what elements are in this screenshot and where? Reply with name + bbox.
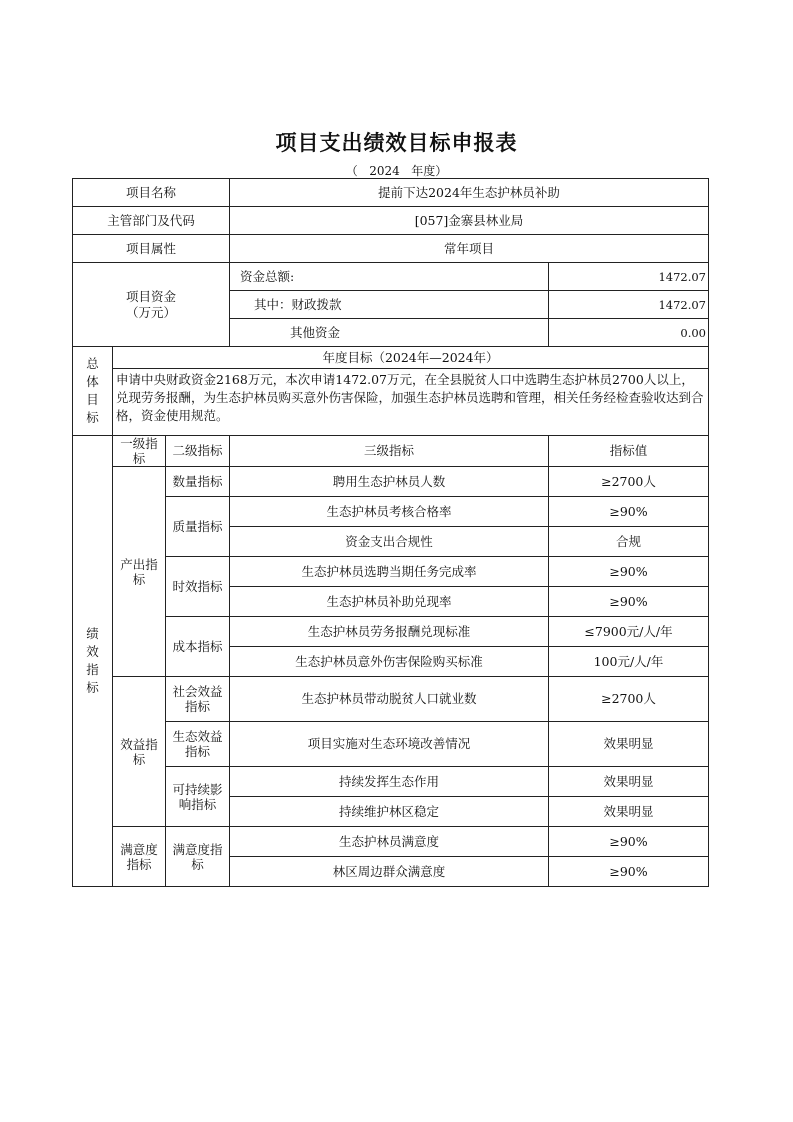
- indicator-name: 生态护林员带动脱贫人口就业数: [230, 677, 549, 722]
- indicator-name: 生态护林员满意度: [230, 827, 549, 857]
- indicator-value: 效果明显: [549, 797, 709, 827]
- funds-fiscal-label: 其中：财政拨款: [230, 291, 549, 319]
- row-attribute: [73, 235, 709, 263]
- row-goal-text: [73, 369, 709, 436]
- indicator-name: 聘用生态护林员人数: [230, 467, 549, 497]
- table-row: [73, 722, 709, 767]
- header-value: 指标值: [549, 436, 709, 467]
- funds-label: [73, 263, 230, 347]
- attribute-value: 常年项目: [230, 235, 709, 263]
- table-row: [73, 677, 709, 722]
- indicator-value: 100元/人/年: [549, 647, 709, 677]
- department-value: [057]金寨县林业局: [230, 207, 709, 235]
- project-name-value: 提前下达2024年生态护林员补助: [230, 179, 709, 207]
- year-suffix: 年度）: [411, 164, 448, 178]
- page-title: 项目支出绩效目标申报表: [275, 130, 518, 155]
- indicator-name: 持续发挥生态作用: [230, 767, 549, 797]
- benefit-indicator-label: 效益指标: [113, 677, 166, 827]
- indicator-name: 持续维护林区稳定: [230, 797, 549, 827]
- indicator-name: 项目实施对生态环境改善情况: [230, 722, 549, 767]
- performance-target-table: [72, 178, 709, 887]
- satisfaction-indicator-label: 满意度指标: [113, 827, 166, 887]
- funds-total-label: 资金总额:: [230, 263, 549, 291]
- indicator-value: ≥90%: [549, 827, 709, 857]
- indicator-value: ≥90%: [549, 587, 709, 617]
- indicator-value: ≥2700人: [549, 467, 709, 497]
- indicator-value: ≥90%: [549, 497, 709, 527]
- header-level2: 二级指标: [166, 436, 230, 467]
- table-row: [73, 617, 709, 647]
- row-department: [73, 207, 709, 235]
- year-open: （: [345, 164, 358, 178]
- funds-fiscal-value: 1472.07: [549, 291, 709, 319]
- indicator-name: 林区周边群众满意度: [230, 857, 549, 887]
- indicator-value: ≥2700人: [549, 677, 709, 722]
- quality-indicator-label: 质量指标: [166, 497, 230, 557]
- indicator-value: 合规: [549, 527, 709, 557]
- row-goal-header: [73, 347, 709, 369]
- funds-label-line2: （万元）: [125, 304, 176, 320]
- funds-total-value: 1472.07: [549, 263, 709, 291]
- social-benefit-label: 社会效益指标: [166, 677, 230, 722]
- row-funds-total: [73, 263, 709, 291]
- table-row: [73, 467, 709, 497]
- table-row: [73, 827, 709, 857]
- funds-other-label: 其他资金: [230, 319, 549, 347]
- header-level1: 一级指标: [113, 436, 166, 467]
- indicator-value: 效果明显: [549, 767, 709, 797]
- header-level3: 三级指标: [230, 436, 549, 467]
- indicator-name: 生态护林员意外伤害保险购买标准: [230, 647, 549, 677]
- ecological-benefit-label: 生态效益指标: [166, 722, 230, 767]
- table-row: [73, 557, 709, 587]
- indicator-value: ≥90%: [549, 557, 709, 587]
- indicator-name: 资金支出合规性: [230, 527, 549, 557]
- indicator-name: 生态护林员选聘当期任务完成率: [230, 557, 549, 587]
- indicator-value: 效果明显: [549, 722, 709, 767]
- project-name-label: 项目名称: [73, 179, 230, 207]
- row-project-name: [73, 179, 709, 207]
- indicators-side-label: 绩 效 指 标: [73, 436, 113, 887]
- overall-goal-side-label: 总 体 目 标: [73, 347, 113, 436]
- overall-goal-header: 年度目标（2024年—2024年）: [113, 347, 709, 369]
- indicator-name: 生态护林员考核合格率: [230, 497, 549, 527]
- funds-label-line1: 项目资金: [125, 288, 176, 304]
- timeliness-indicator-label: 时效指标: [166, 557, 230, 617]
- indicator-name: 生态护林员补助兑现率: [230, 587, 549, 617]
- satisfaction-sub-label: 满意度指标: [166, 827, 230, 887]
- indicator-name: 生态护林员劳务报酬兑现标准: [230, 617, 549, 647]
- year-value: 2024: [369, 164, 400, 178]
- sustainable-impact-label: 可持续影响指标: [166, 767, 230, 827]
- row-indicator-header: [73, 436, 709, 467]
- indicator-value: ≥90%: [549, 857, 709, 887]
- cost-indicator-label: 成本指标: [166, 617, 230, 677]
- overall-goal-text: 申请中央财政资金2168万元，本次申请1472.07万元，在全县脱贫人口中选聘生态护林员2700人以上，兑现劳务报酬，为生态护林员购买意外伤害保险，加强生态护林员选聘和管理，相关任务经检查验收达到合格，资金使用规范。: [113, 369, 709, 436]
- table-row: [73, 767, 709, 797]
- table-row: [73, 497, 709, 527]
- indicator-value: ≤7900元/人/年: [549, 617, 709, 647]
- output-indicator-label: 产出指标: [113, 467, 166, 677]
- funds-other-value: 0.00: [549, 319, 709, 347]
- attribute-label: 项目属性: [73, 235, 230, 263]
- year-line: [0, 162, 793, 179]
- department-label: 主管部门及代码: [73, 207, 230, 235]
- quantity-indicator-label: 数量指标: [166, 467, 230, 497]
